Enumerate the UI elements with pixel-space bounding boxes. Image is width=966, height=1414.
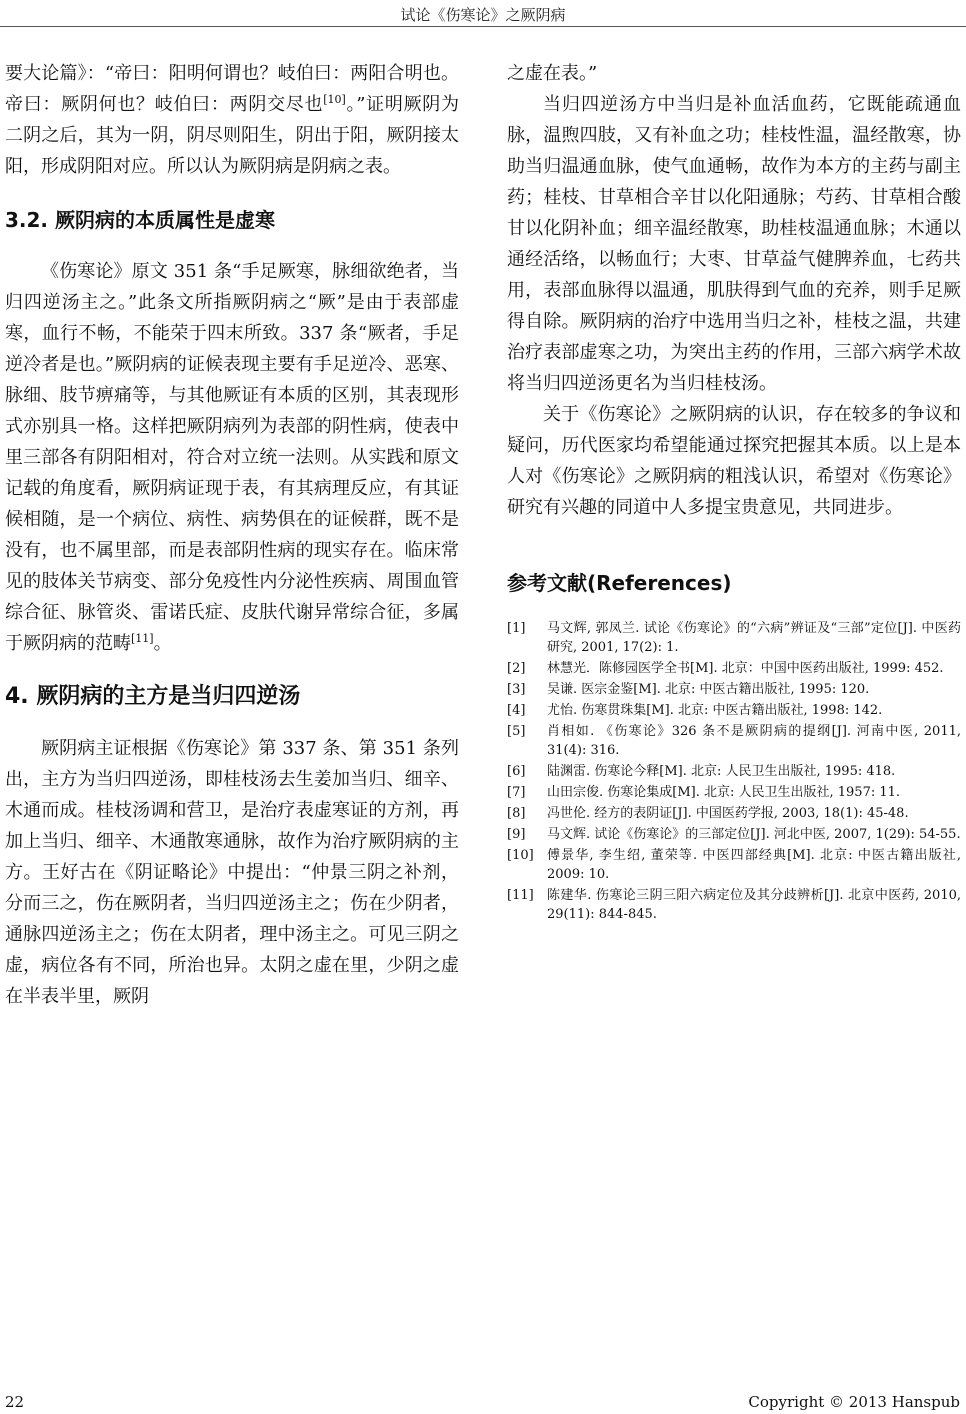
reference-number: [2] <box>507 661 526 676</box>
reference-list <box>507 619 961 924</box>
paragraph-continuation <box>5 58 459 182</box>
page-number: 22 <box>5 1393 25 1411</box>
reference-text: 尤怡. 伤寒贯珠集[M]. 北京: 中医古籍出版社, 1998: 142. <box>547 703 883 718</box>
reference-text: 傅景华, 李生绍, 董荣等. 中医四部经典[M]. 北京: 中医古籍出版社, 2009: 10. <box>547 848 961 882</box>
text-run: 。 <box>153 633 172 654</box>
text-run: 《伤寒论》原文 351 条“手足厥寒，脉细欲绝者，当归四逆汤主之。”此条文所指厥阴病之“厥”是由于表部虚寒，血行不畅，不能荣于四末所致。337 条“厥者，手足逆冷者是也。”厥阴病的证候表现主要有手足逆冷、恶寒、脉细、肢节痹痛等，与其他厥证有本质的区别，其表现形式亦别具一格。这样把厥阴病列为表部的阴性病，使表中里三部各有阴阳相对，符合对立统一法则。从实践和原文记载的角度看，厥阴病证现于表，有其病理反应，有其证候相随，是一个病位、病性、病势俱在的证候群，既不是没有，也不属里部，而是表部阴性病的现实存在。临床常见的肢体关节病变、部分免疫性内分泌性疾病、周围血管综合征、脉管炎、雷诺氏症、皮肤代谢异常综合征，多属于厥阴病的范畴 <box>5 261 459 654</box>
reference-text: 冯世伦. 经方的表阴证[J]. 中国医药学报, 2003, 18(1): 45-48. <box>547 806 909 821</box>
reference-item <box>507 701 961 720</box>
reference-number: [7] <box>507 785 526 800</box>
reference-number: [3] <box>507 682 526 697</box>
reference-text: 林慧光．陈修园医学全书[M]. 北京：中国中医药出版社, 1999: 452. <box>547 661 944 676</box>
citation-ref[interactable]: [10] <box>323 93 346 106</box>
reference-number: [6] <box>507 764 526 779</box>
reference-number: [1] <box>507 621 526 636</box>
reference-number: [8] <box>507 806 526 821</box>
reference-item <box>507 659 961 678</box>
reference-text: 吴谦. 医宗金鉴[M]. 北京: 中医古籍出版社, 1995: 120. <box>547 682 870 697</box>
references-heading: 参考文献(References) <box>507 571 732 595</box>
section-heading-3-2: 3.2. 厥阴病的本质属性是虚寒 <box>5 208 275 232</box>
reference-text: 肖相如. 《伤寒论》326 条不是厥阴病的提纲[J]. 河南中医, 2011, 31(4): 316. <box>547 724 961 758</box>
paragraph-formula-analysis: 当归四逆汤方中当归是补血活血药，它既能疏通血脉，温煦四肢，又有补血之功；桂枝性温，温经散寒，协助当归温通血脉，使气血通畅，故作为本方的主药与副主药；桂枝、甘草相合辛甘以化阳通脉；芍药、甘草相合酸甘以化阴补血；细辛温经散寒，助桂枝温通血脉；木通以通经活络，以畅血行；大枣、甘草益气健脾养血，七药共用，表部血脉得以温通，肌肤得到气血的充养，则手足厥得自除。厥阴病的治疗中选用当归之补，桂枝之温，共建治疗表部虚寒之功，为突出主药的作用，三部六病学术故将当归四逆汤更名为当归桂枝汤。 <box>507 94 961 394</box>
reference-text: 马文辉, 郭凤兰. 试论《伤寒论》的“六病”辨证及“三部”定位[J]. 中医药研究, 2001, 17(2): 1. <box>547 621 961 655</box>
reference-text: 山田宗俊. 伤寒论集成[M]. 北京: 人民卫生出版社, 1957: 11. <box>547 785 901 800</box>
header-rule <box>0 26 966 27</box>
reference-item <box>507 783 961 802</box>
reference-item <box>507 825 961 844</box>
reference-item <box>507 846 961 884</box>
reference-number: [10] <box>507 848 534 863</box>
reference-text: 陈建华. 伤寒论三阴三阳六病定位及其分歧辨析[J]. 北京中医药, 2010, 29(11): 844-845. <box>547 888 961 922</box>
text-run: 要大论篇》：“帝曰：阳明何谓也？岐伯曰：两阳合明也。帝曰：厥阴何也？岐伯曰：两阴交尽也 <box>5 63 459 115</box>
reference-item <box>507 619 961 657</box>
paragraph-conclusion: 关于《伤寒论》之厥阴病的认识，存在较多的争议和疑问，历代医家均希望能通过探究把握其本质。以上是本人对《伤寒论》之厥阴病的粗浅认识，希望对《伤寒论》研究有兴趣的同道中人多提宝贵意见，共同进步。 <box>507 404 961 518</box>
reference-item <box>507 762 961 781</box>
right-column <box>507 58 961 926</box>
citation-ref[interactable]: [11] <box>131 632 154 645</box>
reference-number: [11] <box>507 888 534 903</box>
reference-item <box>507 722 961 760</box>
left-column <box>5 58 459 1012</box>
section-heading-4: 4. 厥阴病的主方是当归四逆汤 <box>5 684 301 709</box>
paragraph-continuation-right: 之虚在表。” <box>507 63 598 84</box>
reference-number: [4] <box>507 703 526 718</box>
reference-item <box>507 680 961 699</box>
reference-text: 陆渊雷. 伤寒论今释[M]. 北京: 人民卫生出版社, 1995: 418. <box>547 764 896 779</box>
paragraph-main-formula: 厥阴病主证根据《伤寒论》第 337 条、第 351 条列出，主方为当归四逆汤，即桂枝汤去生姜加当归、细辛、木通而成。桂枝汤调和营卫，是治疗表虚寒证的方剂，再加上当归、细辛、木通散寒通脉，故作为治疗厥阴病的主方。王好古在《阴证略论》中提出：“仲景三阴之补剂，分而三之，伤在厥阴者，当归四逆汤主之；伤在少阴者，通脉四逆汤主之；伤在太阴者，理中汤主之。可见三阴之虚，病位各有不同，所治也异。太阴之虚在里，少阴之虚在半表半里，厥阴 <box>5 738 459 1007</box>
reference-number: [9] <box>507 827 526 842</box>
copyright-notice: Copyright © 2013 Hanspub <box>748 1393 960 1411</box>
reference-number: [5] <box>507 724 526 739</box>
reference-text: 马文辉. 试论《伤寒论》的三部定位[J]. 河北中医, 2007, 1(29): 54-55. <box>547 827 961 842</box>
running-title: 试论《伤寒论》之厥阴病 <box>400 6 566 24</box>
text-run: 。”证明厥阴为二阴之后，其为一阴，阴尽则阳生，阴出于阳，厥阴接太阳，形成阴阳对应。所以认为厥阴病是阴病之表。 <box>5 94 460 177</box>
paragraph-essence <box>5 256 459 659</box>
reference-item <box>507 804 961 823</box>
reference-item <box>507 886 961 924</box>
